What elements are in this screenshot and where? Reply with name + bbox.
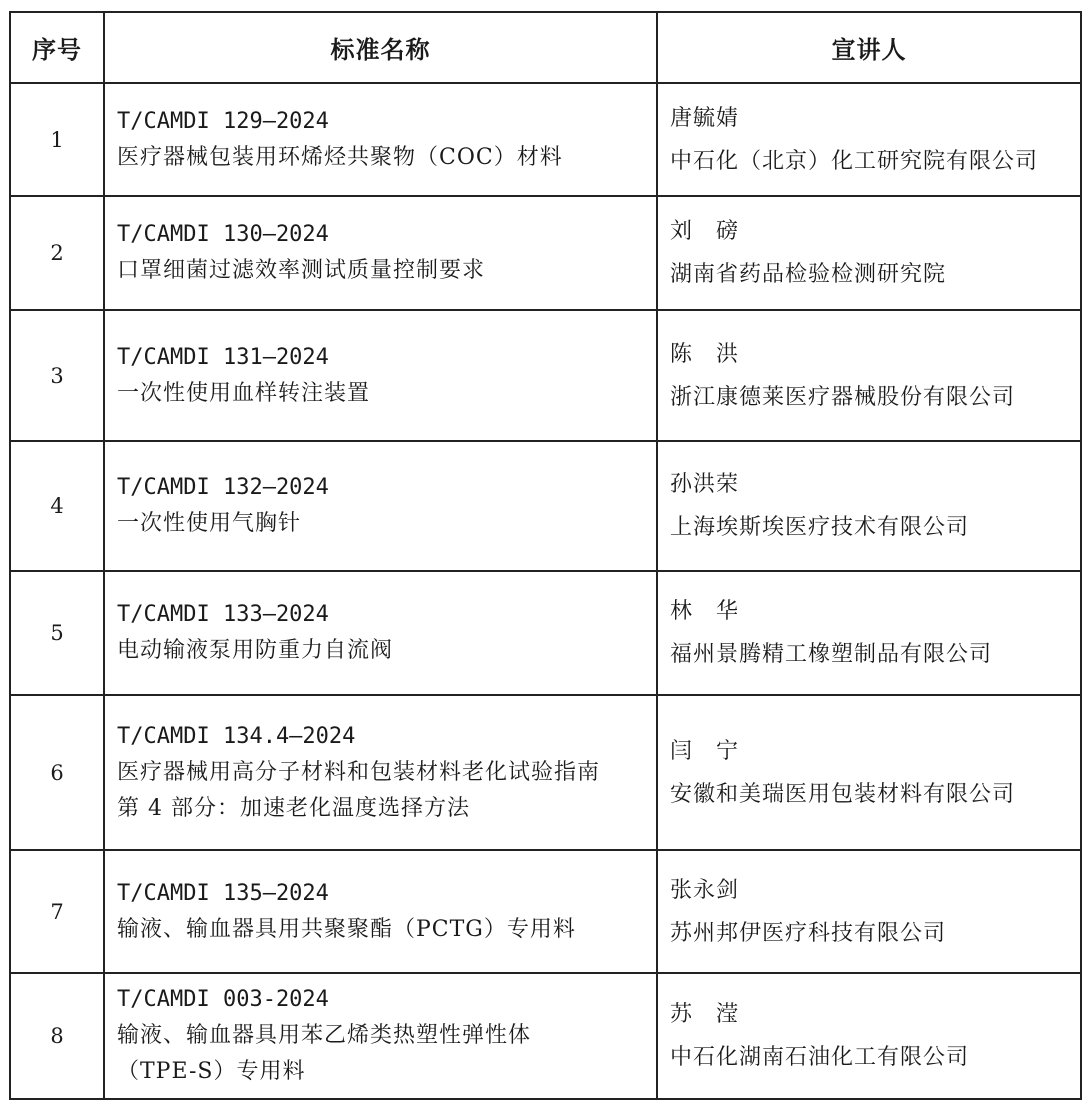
speaker-cell <box>657 441 1081 571</box>
standard-name-cell <box>104 310 657 441</box>
table-row <box>10 695 1081 850</box>
standard-code: T/CAMDI 135—2024 <box>117 880 329 906</box>
header-num: 序号 <box>10 12 104 83</box>
table-row <box>10 196 1081 310</box>
speaker-name: 唐毓婧 <box>670 105 740 131</box>
speaker-cell <box>657 310 1081 441</box>
row-number: 3 <box>10 310 104 441</box>
standard-name-cell <box>104 850 657 973</box>
speaker-cell <box>657 850 1081 973</box>
speaker-organization: 福州景腾精工橡塑制品有限公司 <box>670 642 993 667</box>
speaker-name: 闫 宁 <box>670 738 740 764</box>
standard-name-cell <box>104 973 657 1099</box>
table-row <box>10 973 1081 1099</box>
speaker-name: 陈 洪 <box>670 341 740 367</box>
speaker-name: 张永剑 <box>670 877 740 903</box>
speaker-organization: 安徽和美瑞医用包装材料有限公司 <box>670 781 1016 807</box>
standard-code: T/CAMDI 134.4—2024 <box>117 723 356 749</box>
table-row <box>10 310 1081 441</box>
speaker-organization: 中石化湖南石油化工有限公司 <box>670 1045 970 1070</box>
row-number: 5 <box>10 571 104 695</box>
standard-title: 电动输液泵用防重力自流阀 <box>117 638 394 663</box>
speaker-organization: 湖南省药品检验检测研究院 <box>670 262 947 287</box>
row-number: 6 <box>10 695 104 850</box>
table-row <box>10 83 1081 196</box>
speaker-organization: 浙江康德莱医疗器械股份有限公司 <box>670 384 1016 410</box>
speaker-cell <box>657 196 1081 310</box>
standard-code: T/CAMDI 132—2024 <box>117 475 329 500</box>
standard-code: T/CAMDI 131—2024 <box>117 344 329 370</box>
standard-name-cell <box>104 695 657 850</box>
speaker-name: 林 华 <box>670 599 740 624</box>
table-row <box>10 571 1081 695</box>
standard-code: T/CAMDI 133—2024 <box>117 602 329 627</box>
row-number: 2 <box>10 196 104 310</box>
header-speaker: 宣讲人 <box>657 12 1081 83</box>
row-number: 7 <box>10 850 104 973</box>
standard-title: 一次性使用气胸针 <box>117 511 302 536</box>
speaker-organization: 上海埃斯埃医疗技术有限公司 <box>670 515 970 540</box>
speaker-name: 苏 滢 <box>670 1002 740 1027</box>
speaker-name: 孙洪荣 <box>670 472 740 497</box>
standard-title: 医疗器械包装用环烯烃共聚物（COC）材料 <box>117 144 563 170</box>
standards-table <box>9 11 1082 1100</box>
standard-name-cell <box>104 571 657 695</box>
standard-title: 输液、输血器具用共聚聚酯（PCTG）专用料 <box>117 916 576 942</box>
row-number: 8 <box>10 973 104 1099</box>
standard-title: 第 4 部分：加速老化温度选择方法 <box>117 795 470 821</box>
table-row <box>10 850 1081 973</box>
speaker-cell <box>657 695 1081 850</box>
table-row <box>10 441 1081 571</box>
standard-name-cell <box>104 196 657 310</box>
standard-title: 输液、输血器具用苯乙烯类热塑性弹性体 <box>117 1023 532 1048</box>
standard-title: （TPE-S）专用料 <box>117 1059 306 1084</box>
standard-title: 一次性使用血样转注装置 <box>117 380 371 406</box>
speaker-cell <box>657 571 1081 695</box>
standard-code: T/CAMDI 129—2024 <box>117 108 329 134</box>
standard-title: 医疗器械用高分子材料和包装材料老化试验指南 <box>117 759 601 785</box>
speaker-organization: 中石化（北京）化工研究院有限公司 <box>670 148 1039 174</box>
row-number: 1 <box>10 83 104 196</box>
speaker-name: 刘 磅 <box>670 219 740 244</box>
standard-name-cell <box>104 83 657 196</box>
speaker-cell <box>657 83 1081 196</box>
speaker-organization: 苏州邦伊医疗科技有限公司 <box>670 920 947 946</box>
speaker-cell <box>657 973 1081 1099</box>
header-name: 标准名称 <box>104 12 657 83</box>
standard-code: T/CAMDI 130—2024 <box>117 222 329 247</box>
standard-code: T/CAMDI 003-2024 <box>117 987 329 1012</box>
standard-title: 口罩细菌过滤效率测试质量控制要求 <box>117 258 486 283</box>
row-number: 4 <box>10 441 104 571</box>
header-row <box>10 12 1081 83</box>
standard-name-cell <box>104 441 657 571</box>
